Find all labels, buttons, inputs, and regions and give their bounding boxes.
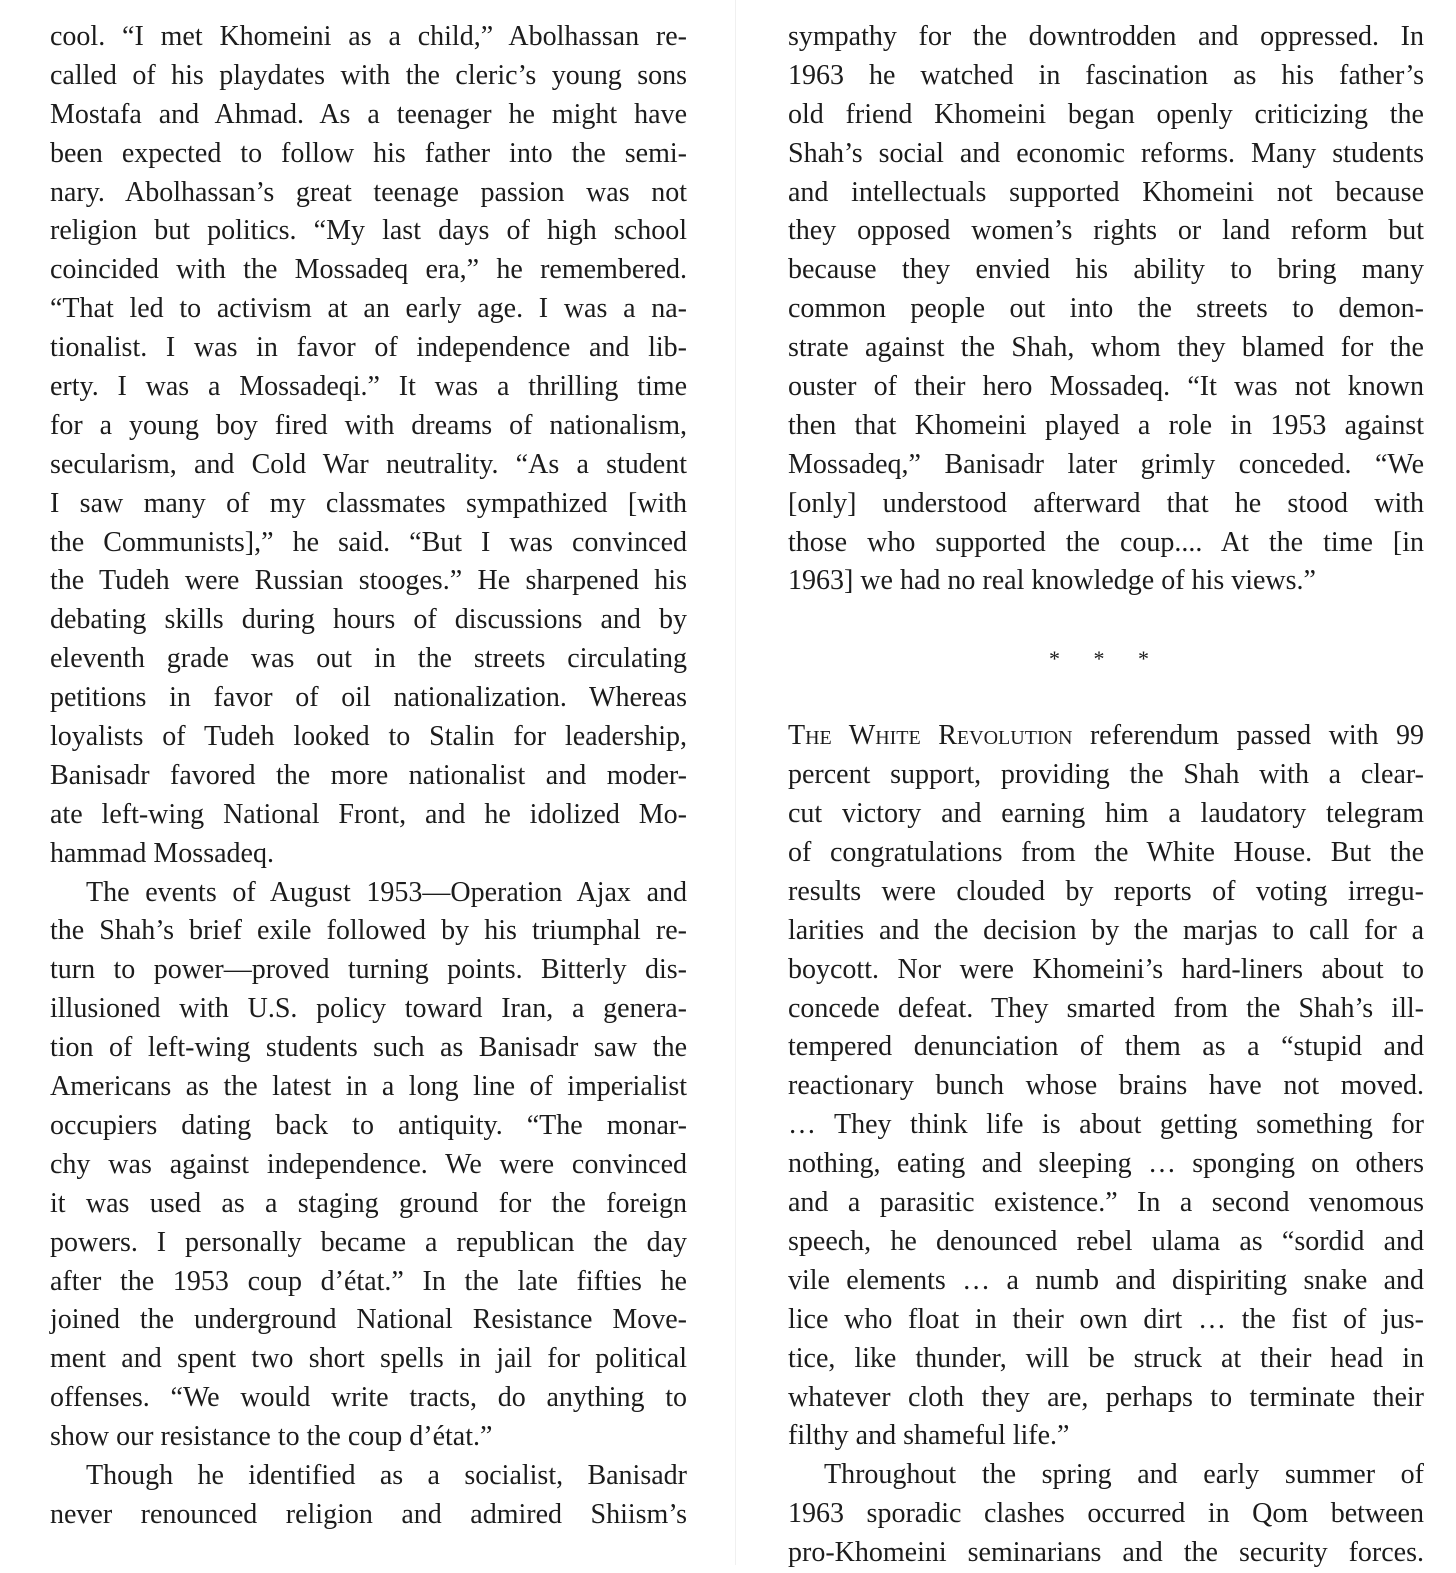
- text-line: called of his playdates with the cleric’s young sons: [50, 59, 687, 91]
- text-line: illusioned with U.S. policy toward Iran, a genera-: [50, 993, 687, 1025]
- text-line: … They think life is about getting something for: [788, 1109, 1424, 1141]
- text-line: joined the underground National Resistance Move-: [50, 1304, 687, 1336]
- text-line: tion of left-wing students such as Banisadr saw the: [50, 1032, 687, 1064]
- text-line: pro-Khomeini seminarians and the security forces.: [788, 1537, 1424, 1569]
- text-line: then that Khomeini played a role in 1953 against: [788, 409, 1424, 441]
- text-line: Americans as the latest in a long line of imperialist: [50, 1071, 687, 1103]
- text-line: 1963 he watched in fascination as his father’s: [788, 59, 1424, 91]
- text-line: they opposed women’s rights or land reform but: [788, 215, 1424, 247]
- text-line: percent support, providing the Shah with a clear-: [788, 759, 1424, 791]
- text-line: hammad Mossadeq.: [50, 837, 274, 869]
- text-line: whatever cloth they are, perhaps to terminate their: [788, 1381, 1424, 1413]
- text-line: tempered denunciation of them as a “stupid and: [788, 1031, 1424, 1063]
- text-line: filthy and shameful life.”: [788, 1420, 1070, 1452]
- paragraph: [788, 1456, 1424, 1573]
- text-line: “That led to activism at an early age. I was a na-: [50, 293, 687, 325]
- text-line: because they envied his ability to bring many: [788, 254, 1424, 286]
- paragraph: [788, 18, 1424, 601]
- text-line: it was used as a staging ground for the foreign: [50, 1187, 687, 1219]
- text-line: tionalist. I was in favor of independence and lib-: [50, 332, 687, 364]
- paragraph: [50, 1457, 687, 1535]
- text-line: loyalists of Tudeh looked to Stalin for leadership,: [50, 721, 687, 753]
- text-line: strate against the Shah, whom they blamed for the: [788, 332, 1424, 364]
- text-line: common people out into the streets to demon-: [788, 293, 1424, 325]
- text-line: and a parasitic existence.” In a second venomous: [788, 1187, 1424, 1219]
- text-line: the Communists],” he said. “But I was convinced: [50, 526, 687, 558]
- text-line: ment and spent two short spells in jail for political: [50, 1343, 687, 1375]
- text-line: vile elements … a numb and dispiriting snake and: [788, 1264, 1424, 1296]
- text-line: nary. Abolhassan’s great teenage passion was not: [50, 176, 687, 208]
- text-line: offenses. “We would write tracts, do anything to: [50, 1382, 687, 1414]
- text-line: old friend Khomeini began openly criticizing the: [788, 98, 1424, 130]
- text-line: never renounced religion and admired Shiism’s: [50, 1498, 687, 1530]
- text-line: results were clouded by reports of voting irregu-: [788, 875, 1424, 907]
- text-line: religion but politics. “My last days of high school: [50, 215, 687, 247]
- text-line: petitions in favor of oil nationalization. Whereas: [50, 682, 687, 714]
- text-line: tice, like thunder, will be struck at their head in: [788, 1342, 1424, 1374]
- text-line: [only] understood afterward that he stood with: [788, 487, 1424, 519]
- text-line-rest: referendum passed with 99: [1072, 720, 1424, 752]
- text-line: lice who float in their own dirt … the fist of jus-: [788, 1303, 1424, 1335]
- text-line: chy was against independence. We were convinced: [50, 1148, 687, 1180]
- text-line: occupiers dating back to antiquity. “The monar-: [50, 1109, 687, 1141]
- text-line: the Shah’s brief exile followed by his triumphal re-: [50, 915, 687, 947]
- text-line: Though he identified as a socialist, Banisadr: [86, 1459, 687, 1491]
- text-line: [788, 717, 1424, 756]
- text-line: for a young boy fired with dreams of nationalism,: [50, 409, 687, 441]
- text-line: nothing, eating and sleeping … sponging on others: [788, 1148, 1424, 1180]
- section-lead-smallcaps: The White Revolution: [788, 720, 1073, 752]
- right-text-column: [788, 18, 1424, 1573]
- text-line: cut victory and earning him a laudatory telegram: [788, 798, 1424, 830]
- text-line: after the 1953 coup d’état.” In the late fifties he: [50, 1265, 687, 1297]
- section-break: * * *: [1049, 646, 1163, 672]
- text-line: been expected to follow his father into the semi-: [50, 137, 687, 169]
- text-line: reactionary bunch whose brains have not moved.: [788, 1070, 1424, 1102]
- text-line: show our resistance to the coup d’état.”: [50, 1421, 493, 1453]
- text-line: those who supported the coup.... At the time [in: [788, 526, 1424, 558]
- left-text-column: [50, 18, 687, 1535]
- text-line: of congratulations from the White House. But the: [788, 837, 1424, 869]
- text-line: 1963 sporadic clashes occurred in Qom between: [788, 1498, 1424, 1530]
- text-line: ouster of their hero Mossadeq. “It was not known: [788, 371, 1424, 403]
- text-line: ate left-wing National Front, and he idolized Mo-: [50, 798, 687, 830]
- text-line: debating skills during hours of discussions and by: [50, 604, 687, 636]
- text-line: sympathy for the downtrodden and oppressed. In: [788, 21, 1424, 52]
- right-page: [736, 0, 1456, 1569]
- text-line: larities and the decision by the marjas to call for a: [788, 914, 1424, 946]
- text-line: the Tudeh were Russian stooges.” He sharpened his: [50, 565, 687, 597]
- text-line: concede defeat. They smarted from the Shah’s ill-: [788, 992, 1424, 1024]
- text-line: Mossadeq,” Banisadr later grimly conceded. “We: [788, 448, 1424, 480]
- text-line: Banisadr favored the more nationalist and moder-: [50, 759, 687, 791]
- text-line: powers. I personally became a republican the day: [50, 1226, 687, 1258]
- text-line: coincided with the Mossadeq era,” he remembered.: [50, 254, 687, 286]
- text-line: and intellectuals supported Khomeini not because: [788, 176, 1424, 208]
- paragraph: [788, 717, 1424, 1456]
- text-line: turn to power—proved turning points. Bitterly dis-: [50, 954, 687, 986]
- text-line: Shah’s social and economic reforms. Many students: [788, 137, 1424, 169]
- text-line: speech, he denounced rebel ulama as “sordid and: [788, 1225, 1424, 1257]
- text-line: secularism, and Cold War neutrality. “As a student: [50, 448, 687, 480]
- text-line: Throughout the spring and early summer of: [824, 1459, 1424, 1491]
- text-line: 1963] we had no real knowledge of his views.”: [788, 565, 1316, 597]
- paragraph: [50, 874, 687, 1457]
- text-line: Mostafa and Ahmad. As a teenager he might have: [50, 98, 687, 130]
- paragraph: [50, 18, 687, 874]
- text-line: boycott. Nor were Khomeini’s hard-liners about to: [788, 953, 1424, 985]
- text-line: I saw many of my classmates sympathized [with: [50, 487, 687, 519]
- text-line: erty. I was a Mossadeqi.” It was a thrilling time: [50, 371, 687, 403]
- text-line: eleventh grade was out in the streets circulating: [50, 643, 687, 675]
- text-line: The events of August 1953—Operation Ajax and: [86, 876, 687, 908]
- text-line: cool. “I met Khomeini as a child,” Abolhassan re-: [50, 21, 687, 52]
